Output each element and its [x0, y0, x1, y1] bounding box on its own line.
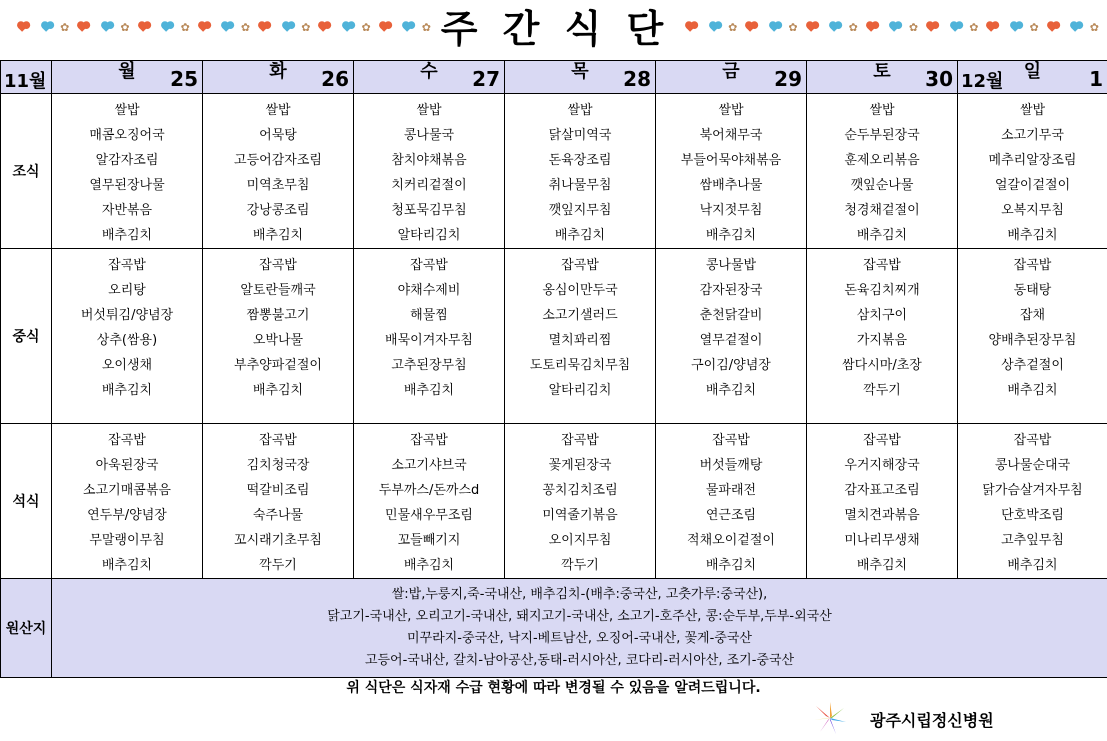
menu-item: 오리탕 — [108, 283, 146, 298]
menu-item: 미역줄기볶음 — [542, 508, 618, 523]
menu-item: 닭가슴살겨자무침 — [982, 483, 1083, 498]
menu-item: 잡곡밥 — [561, 258, 599, 273]
menu-item: 멸치꽈리찜 — [548, 333, 612, 348]
bow-icon: ✿ — [908, 20, 919, 34]
menu-item: 깻잎순나물 — [850, 178, 914, 193]
menu-item: 소고기무국 — [1001, 128, 1064, 143]
origin-line: 미꾸라지-중국산, 낙지-베트남산, 오징어-국내산, 꽃게-중국산 — [407, 631, 752, 646]
day-header — [52, 61, 203, 94]
menu-item: 꼬시래기초무침 — [234, 533, 322, 548]
menu-cell — [354, 424, 505, 579]
heart-icon — [1048, 22, 1057, 31]
heart-icon — [18, 22, 27, 31]
day-header-row — [1, 61, 1107, 94]
menu-item: 민물새우무조림 — [385, 508, 473, 523]
menu-cell — [505, 424, 656, 579]
month-label: 12월 — [961, 71, 1004, 92]
menu-item: 배추김치 — [101, 228, 153, 243]
day-number: 30 — [925, 67, 953, 91]
menu-item: 연두부/양념장 — [87, 508, 167, 523]
heart-icon — [807, 22, 816, 31]
bow-icon: ✿ — [1029, 20, 1039, 34]
meal-label: 석식 — [1, 424, 52, 579]
menu-item: 배추김치 — [101, 558, 153, 573]
menu-item: 강낭콩조림 — [246, 203, 310, 218]
menu-item: 잡곡밥 — [108, 258, 146, 273]
menu-item: 얼갈이겉절이 — [994, 178, 1071, 193]
menu-item: 배추김치 — [1007, 228, 1058, 243]
menu-item: 짬뽕불고기 — [246, 308, 310, 323]
menu-item: 청경채겉절이 — [844, 203, 920, 218]
menu-item: 해물찜 — [410, 308, 448, 323]
menu-item: 쌀밥 — [1019, 103, 1046, 118]
menu-item: 잡곡밥 — [712, 433, 750, 448]
menu-cell — [807, 94, 958, 249]
heart-icon — [1011, 22, 1020, 31]
day-number: 1 — [1089, 67, 1103, 91]
meal-row-lunch — [1, 249, 1107, 424]
menu-cell — [354, 249, 505, 424]
day-header — [203, 61, 354, 94]
heart-icon — [380, 22, 389, 31]
menu-item: 알감자조림 — [95, 153, 159, 168]
menu-item: 무말랭이무침 — [89, 533, 165, 548]
menu-item: 상추겉절이 — [1001, 358, 1064, 373]
menu-item: 잡곡밥 — [259, 258, 297, 273]
day-header — [505, 61, 656, 94]
menu-item: 고추된장무침 — [391, 358, 467, 373]
origin-info — [52, 579, 1107, 678]
bow-icon: ✿ — [1089, 20, 1099, 34]
meal-label: 중식 — [1, 249, 52, 424]
weekday-name: 화 — [269, 61, 287, 82]
menu-item: 쌈배추나물 — [699, 178, 763, 193]
menu-item: 배추김치 — [101, 383, 153, 398]
menu-item: 소고기매콤볶음 — [83, 483, 171, 498]
menu-item: 숙주나물 — [252, 508, 304, 523]
day-header — [656, 61, 807, 94]
menu-item: 부추양파겉절이 — [234, 358, 322, 373]
menu-cell — [203, 424, 354, 579]
menu-item: 어묵탕 — [259, 128, 297, 143]
menu-item: 알토란들깨국 — [240, 283, 316, 298]
menu-item: 야채수제비 — [397, 283, 461, 298]
menu-item: 연근조림 — [705, 508, 757, 523]
menu-item: 훈제오리볶음 — [844, 153, 920, 168]
menu-item: 배추김치 — [856, 558, 908, 573]
day-number: 26 — [321, 67, 349, 91]
menu-item: 쌀밥 — [718, 103, 744, 118]
menu-item: 낙지젓무침 — [699, 203, 763, 218]
day-number: 27 — [472, 67, 500, 91]
menu-item: 배추김치 — [403, 383, 455, 398]
menu-item: 쌈다시마/초장 — [842, 358, 922, 373]
heart-icon — [199, 22, 208, 31]
menu-cell — [656, 424, 807, 579]
heart-icon — [951, 22, 960, 31]
menu-item: 잡곡밥 — [108, 433, 146, 448]
menu-item: 가지볶음 — [856, 333, 908, 348]
origin-line: 고등어-국내산, 갈치-남아공산,동태-러시아산, 코다리-러시아산, 조기-중국산 — [364, 653, 795, 668]
menu-item: 잡곡밥 — [863, 433, 901, 448]
menu-item: 고등어감자조림 — [234, 153, 322, 168]
menu-item: 열무겉절이 — [699, 333, 763, 348]
weekday-name: 토 — [873, 61, 891, 82]
menu-item: 잡곡밥 — [561, 433, 599, 448]
menu-item: 돈육장조림 — [548, 153, 612, 168]
menu-item: 잡곡밥 — [410, 258, 448, 273]
menu-cell — [203, 94, 354, 249]
menu-item: 깻잎지무침 — [548, 203, 612, 218]
menu-item: 두부까스/돈까스d — [378, 483, 480, 498]
heart-icon — [867, 22, 876, 31]
menu-item: 꽁치김치조림 — [542, 483, 618, 498]
menu-item: 미나리무생채 — [844, 533, 920, 548]
menu-cell — [958, 424, 1107, 579]
menu-item: 배추김치 — [705, 228, 757, 243]
menu-item: 쌀밥 — [114, 103, 140, 118]
menu-item: 상추(쌈용) — [96, 333, 158, 348]
bow-icon: ✿ — [421, 20, 431, 34]
day-header — [807, 61, 958, 94]
menu-item: 부들어묵야채볶음 — [680, 153, 782, 168]
menu-item: 취나물무침 — [548, 178, 612, 193]
origin-line: 쌀:밥,누룽지,죽-국내산, 배추김치-(배추:중국산, 고춧가루:중국산), — [391, 587, 768, 602]
heart-icon — [746, 22, 755, 31]
menu-item: 콩나물국 — [403, 128, 455, 143]
menu-item: 버섯튀김/양념장 — [80, 308, 174, 323]
weekday-name: 월 — [118, 61, 136, 82]
menu-item: 배추김치 — [856, 228, 908, 243]
menu-item: 우거지해장국 — [844, 458, 920, 473]
menu-item: 참치야채볶음 — [391, 153, 467, 168]
menu-cell — [656, 94, 807, 249]
menu-item: 구이김/양념장 — [691, 358, 771, 373]
heart-icon — [259, 22, 268, 31]
menu-item: 버섯들깨탕 — [699, 458, 763, 473]
menu-item: 배추김치 — [252, 228, 304, 243]
weekly-menu-table — [0, 60, 1107, 678]
heart-icon — [403, 22, 412, 31]
menu-item: 쌀밥 — [416, 103, 442, 118]
menu-item: 도토리묵김치무침 — [529, 358, 631, 373]
header — [0, 0, 1107, 58]
day-number: 28 — [623, 67, 651, 91]
weekday-name: 일 — [1023, 61, 1042, 82]
menu-item: 잡곡밥 — [863, 258, 901, 273]
day-header-corner — [1, 61, 52, 94]
menu-item: 오이생채 — [101, 358, 153, 373]
bow-icon: ✿ — [240, 20, 251, 34]
menu-item: 알타리김치 — [548, 383, 612, 398]
bow-icon: ✿ — [728, 20, 738, 34]
menu-item: 알타리김치 — [397, 228, 461, 243]
weekday-name: 금 — [722, 61, 740, 82]
day-number: 25 — [170, 67, 198, 91]
menu-item: 멸치견과볶음 — [844, 508, 920, 523]
heart-icon — [42, 22, 51, 31]
menu-cell — [958, 249, 1107, 424]
menu-item: 양배추된장무침 — [988, 333, 1077, 348]
heart-icon — [102, 22, 111, 31]
menu-item: 쌀밥 — [567, 103, 593, 118]
menu-item: 배추김치 — [705, 383, 757, 398]
starburst-logo-icon — [812, 700, 848, 736]
menu-item: 닭살미역국 — [548, 128, 612, 143]
menu-item: 배추김치 — [1007, 383, 1058, 398]
menu-item: 김치청국장 — [246, 458, 310, 473]
origin-line: 닭고기-국내산, 오리고기-국내산, 돼지고기-국내산, 소고기-호주산, 콩:순두부,두부-외국산 — [327, 609, 832, 624]
bow-icon: ✿ — [361, 20, 371, 34]
menu-item: 오이지무침 — [548, 533, 612, 548]
menu-item: 쌀밥 — [869, 103, 895, 118]
menu-item: 치커리겉절이 — [391, 178, 467, 193]
menu-item: 배추김치 — [403, 558, 455, 573]
menu-item: 배추김치 — [705, 558, 757, 573]
menu-item: 열무된장나물 — [89, 178, 165, 193]
menu-item: 아욱된장국 — [95, 458, 159, 473]
menu-item: 쌀밥 — [265, 103, 291, 118]
heart-icon — [927, 22, 936, 31]
hospital-name: 광주시립정신병원 — [870, 711, 994, 730]
menu-item: 소고기샤브국 — [391, 458, 467, 473]
heart-icon — [283, 22, 292, 31]
meal-row-dinner — [1, 424, 1107, 579]
decorative-garland-right — [680, 14, 1100, 40]
heart-icon — [710, 22, 719, 31]
origin-row — [1, 579, 1107, 678]
menu-cell — [354, 94, 505, 249]
menu-cell — [203, 249, 354, 424]
page-title: 주 간 식 단 — [440, 7, 670, 51]
bow-icon: ✿ — [969, 20, 979, 34]
menu-item: 메추리알장조림 — [988, 153, 1077, 168]
bow-icon: ✿ — [60, 20, 70, 34]
menu-item: 배묵이겨자무침 — [385, 333, 473, 348]
menu-item: 잡곡밥 — [1013, 433, 1052, 448]
menu-cell — [52, 94, 203, 249]
origin-label: 원산지 — [1, 579, 52, 678]
menu-item: 돈육김치찌개 — [844, 283, 920, 298]
menu-item: 오박나물 — [252, 333, 304, 348]
menu-item: 배추김치 — [554, 228, 606, 243]
menu-item: 매콤오징어국 — [89, 128, 165, 143]
heart-icon — [139, 22, 148, 31]
day-number: 29 — [774, 67, 802, 91]
menu-cell — [807, 424, 958, 579]
heart-icon — [1071, 22, 1080, 31]
heart-icon — [830, 22, 839, 31]
menu-item: 콩나물순대국 — [994, 458, 1071, 473]
meal-label: 조식 — [1, 94, 52, 249]
menu-item: 잡곡밥 — [259, 433, 297, 448]
menu-item: 떡갈비조림 — [246, 483, 310, 498]
menu-cell — [958, 94, 1107, 249]
bow-icon: ✿ — [301, 20, 311, 34]
heart-icon — [162, 22, 171, 31]
day-header — [354, 61, 505, 94]
heart-icon — [320, 22, 329, 31]
bow-icon: ✿ — [180, 20, 190, 34]
menu-item: 깍두기 — [561, 558, 599, 573]
menu-cell — [52, 249, 203, 424]
menu-item: 감자된장국 — [699, 283, 763, 298]
menu-cell — [656, 249, 807, 424]
menu-item: 춘천닭갈비 — [699, 308, 763, 323]
heart-icon — [891, 22, 900, 31]
menu-item: 소고기샐러드 — [542, 308, 618, 323]
menu-item: 북어채무국 — [699, 128, 763, 143]
menu-item: 꽃게된장국 — [548, 458, 612, 473]
bow-icon: ✿ — [788, 20, 798, 34]
heart-icon — [770, 22, 779, 31]
bow-icon: ✿ — [120, 20, 130, 34]
month-label: 11월 — [4, 71, 47, 92]
menu-cell — [505, 249, 656, 424]
heart-icon — [343, 22, 352, 31]
menu-item: 오복지무침 — [1001, 203, 1064, 218]
meal-row-breakfast — [1, 94, 1107, 249]
menu-item: 순두부된장국 — [844, 128, 920, 143]
heart-icon — [78, 22, 87, 31]
decorative-garland-left — [12, 14, 432, 40]
menu-item: 감자표고조림 — [844, 483, 920, 498]
menu-cell — [505, 94, 656, 249]
heart-icon — [686, 22, 695, 31]
heart-icon — [223, 22, 232, 31]
menu-item: 꼬들빼기지 — [397, 533, 461, 548]
bow-icon: ✿ — [848, 20, 858, 34]
heart-icon — [988, 22, 997, 31]
menu-item: 배추김치 — [1007, 558, 1058, 573]
change-notice: 위 식단은 식자재 수급 현황에 따라 변경될 수 있음을 알려드립니다. — [346, 680, 761, 696]
weekday-name: 목 — [571, 61, 589, 82]
menu-item: 고추잎무침 — [1001, 533, 1064, 548]
menu-item: 깍두기 — [259, 558, 297, 573]
menu-item: 잡채 — [1019, 308, 1046, 323]
menu-item: 자반볶음 — [101, 203, 153, 218]
menu-cell — [52, 424, 203, 579]
menu-item: 콩나물밥 — [705, 258, 757, 273]
menu-item: 배추김치 — [252, 383, 304, 398]
day-header — [958, 61, 1107, 94]
menu-item: 잡곡밥 — [1013, 258, 1052, 273]
menu-item: 미역초무침 — [246, 178, 310, 193]
menu-item: 깍두기 — [863, 383, 901, 398]
menu-item: 청포묵김무침 — [391, 203, 467, 218]
menu-cell — [807, 249, 958, 424]
weekday-name: 수 — [420, 61, 438, 82]
menu-item: 삼치구이 — [856, 308, 908, 323]
menu-item: 단호박조림 — [1001, 508, 1064, 523]
menu-item: 적채오이겉절이 — [687, 533, 775, 548]
menu-item: 옹심이만두국 — [542, 283, 618, 298]
menu-item: 잡곡밥 — [410, 433, 448, 448]
menu-item: 동태탕 — [1013, 283, 1052, 298]
menu-item: 물파래전 — [705, 483, 757, 498]
